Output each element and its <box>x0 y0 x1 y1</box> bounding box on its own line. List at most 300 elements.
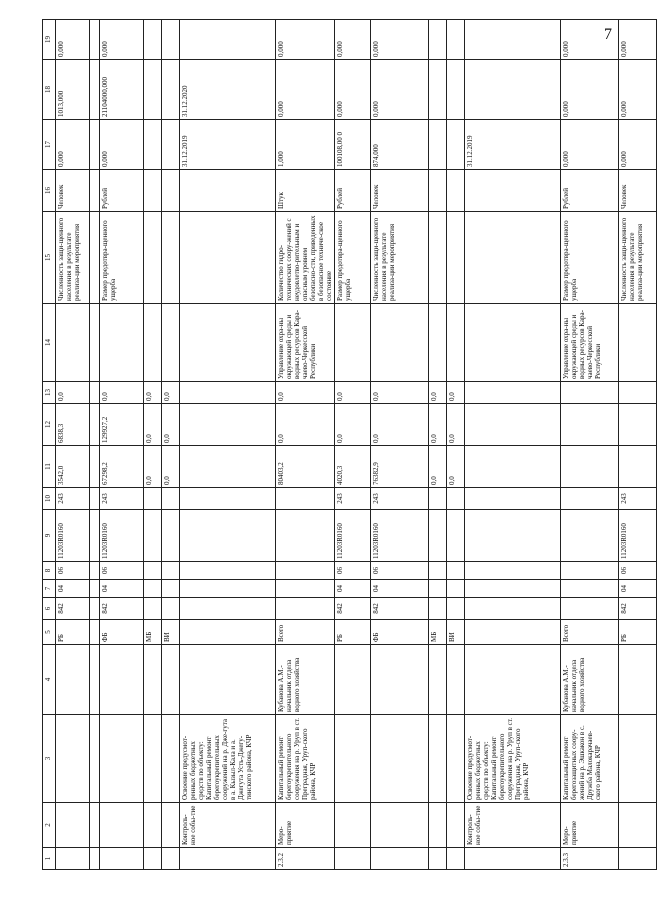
cell-col-3: Капитальный ремонт берегозащитных соору-жений на р. Эшкакон в с. Дружба Малокарачаев-ского района, КЧР <box>561 715 619 803</box>
cell-col-16: Рублей <box>335 170 371 212</box>
cell-col-15 <box>429 212 447 304</box>
cell-col-8 <box>447 562 465 580</box>
cell-col-13: 0,0 <box>447 382 465 404</box>
cell-col-17 <box>162 120 180 170</box>
cell-col-17: 0,000 <box>619 120 657 170</box>
table-row <box>561 20 619 870</box>
program-table <box>42 19 657 870</box>
cell-col-11: 0,0 <box>429 446 447 488</box>
cell-col-18 <box>144 60 162 120</box>
cell-col-18: 1013,000 <box>56 60 90 120</box>
cell-col-15 <box>90 212 100 304</box>
cell-col-1 <box>429 848 447 870</box>
cell-col-6: 842 <box>619 598 657 620</box>
cell-col-13 <box>180 382 276 404</box>
cell-col-19: 0,000 <box>56 20 90 60</box>
cell-col-11 <box>90 446 100 488</box>
cell-col-6 <box>180 598 276 620</box>
cell-col-3 <box>144 715 162 803</box>
cell-col-5 <box>90 620 100 645</box>
cell-col-4 <box>90 645 100 715</box>
cell-col-19 <box>447 20 465 60</box>
cell-col-1: 2.3.3 <box>561 848 619 870</box>
cell-col-14 <box>465 304 561 382</box>
cell-col-4 <box>371 645 429 715</box>
cell-col-6 <box>90 598 100 620</box>
cell-col-12: 0,0 <box>276 404 335 446</box>
cell-col-15: Численность защи-щенного населения в результате реализа-ции мероприятия <box>56 212 90 304</box>
cell-col-6 <box>144 598 162 620</box>
cell-col-18: 31.12.2020 <box>180 60 276 120</box>
cell-col-12: 0,0 <box>335 404 371 446</box>
cell-col-7 <box>465 580 561 598</box>
cell-col-2 <box>162 803 180 848</box>
cell-col-15 <box>144 212 162 304</box>
column-number-3: 3 <box>43 715 56 803</box>
cell-col-15 <box>180 212 276 304</box>
cell-col-4 <box>465 645 561 715</box>
cell-col-10: 243 <box>335 488 371 510</box>
cell-col-15: Размер предотвра-щенного ущерба <box>100 212 144 304</box>
cell-col-10 <box>465 488 561 510</box>
cell-col-4 <box>619 645 657 715</box>
column-number-2: 2 <box>43 803 56 848</box>
cell-col-3 <box>100 715 144 803</box>
cell-col-18: 0,000 <box>619 60 657 120</box>
cell-col-4: Кубанова А.М.-начальник отдела водного хозяйства <box>276 645 335 715</box>
cell-col-12 <box>465 404 561 446</box>
cell-col-7: 04 <box>335 580 371 598</box>
cell-col-15: Численность защи-щенного населения в результате реализа-ции мероприятия <box>371 212 429 304</box>
cell-col-10: 243 <box>56 488 90 510</box>
cell-col-16 <box>144 170 162 212</box>
cell-col-2 <box>90 803 100 848</box>
cell-col-4 <box>56 645 90 715</box>
cell-col-15: Размер предотвра-щенного ущерба <box>335 212 371 304</box>
cell-col-9: 11203R0160 <box>100 510 144 562</box>
cell-col-17: 31.12.2019 <box>465 120 561 170</box>
cell-col-16 <box>90 170 100 212</box>
cell-col-6 <box>162 598 180 620</box>
cell-col-19: 0,000 <box>276 20 335 60</box>
cell-col-16 <box>180 170 276 212</box>
cell-col-8 <box>429 562 447 580</box>
cell-col-1: 2.3.2 <box>276 848 335 870</box>
cell-col-19: 0,000 <box>561 20 619 60</box>
cell-col-14: Управление охра-ны окружающей среды и водных ресурсов Кара-чаево-Черкесской Республики <box>276 304 335 382</box>
cell-col-1 <box>335 848 371 870</box>
cell-col-19 <box>144 20 162 60</box>
cell-col-9 <box>429 510 447 562</box>
cell-col-2 <box>100 803 144 848</box>
cell-col-7 <box>429 580 447 598</box>
cell-col-14 <box>56 304 90 382</box>
cell-col-16: Человек <box>371 170 429 212</box>
cell-col-3 <box>162 715 180 803</box>
column-number-row <box>43 20 56 870</box>
cell-col-5: РБ <box>619 620 657 645</box>
cell-col-17: 874,000 <box>371 120 429 170</box>
column-number-16: 16 <box>43 170 56 212</box>
cell-col-5: ФБ <box>371 620 429 645</box>
column-number-4: 4 <box>43 645 56 715</box>
cell-col-15: Количество гидро-технических соору-жений с неудовлетво-рительным и опасным уровнем безопасно-сти, приведенных в безопасное техниче-ское состояние <box>276 212 335 304</box>
cell-col-5: ФБ <box>100 620 144 645</box>
cell-col-11 <box>465 446 561 488</box>
cell-col-8: 06 <box>335 562 371 580</box>
cell-col-14 <box>90 304 100 382</box>
cell-col-15: Численность защи-щенного населения в результате реализа-ции мероприятия <box>619 212 657 304</box>
cell-col-1 <box>180 848 276 870</box>
table-row <box>90 20 100 870</box>
cell-col-5: МБ <box>144 620 162 645</box>
cell-col-16 <box>447 170 465 212</box>
cell-col-11: 80403,2 <box>276 446 335 488</box>
cell-col-19 <box>180 20 276 60</box>
cell-col-9: 11203R0160 <box>619 510 657 562</box>
cell-col-6 <box>447 598 465 620</box>
cell-col-14: Управление охра-ны окружающей среды и водных ресурсов Кара-чаево-Черкесской Республики <box>561 304 619 382</box>
cell-col-14 <box>335 304 371 382</box>
cell-col-6: 842 <box>335 598 371 620</box>
cell-col-5: ВИ <box>447 620 465 645</box>
cell-col-4 <box>429 645 447 715</box>
cell-col-6: 842 <box>56 598 90 620</box>
column-number-7: 7 <box>43 580 56 598</box>
cell-col-14 <box>447 304 465 382</box>
cell-col-7: 04 <box>56 580 90 598</box>
column-number-19: 19 <box>43 20 56 60</box>
cell-col-16 <box>465 170 561 212</box>
cell-col-13: 0,0 <box>56 382 90 404</box>
table-row <box>162 20 180 870</box>
cell-col-3: Освоение предусмот-ренных бюджетных средств по объекту: Капитальный ремонт берегоукрепительных сооружений на р. Дже-гута в а. Кызыл-Кала и а. Джегута Усть-Джегу-тинского района, КЧР <box>180 715 276 803</box>
cell-col-18: 21104000,000 <box>100 60 144 120</box>
cell-col-5 <box>465 620 561 645</box>
column-number-1: 1 <box>43 848 56 870</box>
cell-col-2: Меро-приятие <box>561 803 619 848</box>
cell-col-1 <box>56 848 90 870</box>
cell-col-10 <box>180 488 276 510</box>
cell-col-7 <box>561 580 619 598</box>
cell-col-12: 0,0 <box>162 404 180 446</box>
cell-col-6: 842 <box>100 598 144 620</box>
cell-col-19: 0,000 <box>335 20 371 60</box>
cell-col-10 <box>90 488 100 510</box>
cell-col-10 <box>447 488 465 510</box>
cell-col-9 <box>561 510 619 562</box>
cell-col-6 <box>429 598 447 620</box>
cell-col-2 <box>619 803 657 848</box>
cell-col-13: 0,0 <box>371 382 429 404</box>
cell-col-2 <box>56 803 90 848</box>
cell-col-5: МБ <box>429 620 447 645</box>
cell-col-17: 0,000 <box>56 120 90 170</box>
cell-col-10 <box>429 488 447 510</box>
cell-col-14 <box>619 304 657 382</box>
cell-col-14 <box>180 304 276 382</box>
cell-col-11: 0,0 <box>162 446 180 488</box>
cell-col-3 <box>90 715 100 803</box>
cell-col-8 <box>561 562 619 580</box>
cell-col-6 <box>276 598 335 620</box>
cell-col-2: Контроль-ное собы-тие <box>180 803 276 848</box>
cell-col-1 <box>144 848 162 870</box>
column-number-17: 17 <box>43 120 56 170</box>
cell-col-18 <box>162 60 180 120</box>
cell-col-15 <box>465 212 561 304</box>
cell-col-3 <box>371 715 429 803</box>
cell-col-6 <box>561 598 619 620</box>
cell-col-11: 3542,0 <box>56 446 90 488</box>
column-number-12: 12 <box>43 404 56 446</box>
column-number-11: 11 <box>43 446 56 488</box>
cell-col-10: 243 <box>100 488 144 510</box>
table-row <box>144 20 162 870</box>
cell-col-18 <box>447 60 465 120</box>
table-row <box>465 20 561 870</box>
cell-col-7: 04 <box>371 580 429 598</box>
cell-col-8 <box>162 562 180 580</box>
cell-col-18: 0,000 <box>561 60 619 120</box>
cell-col-7: 04 <box>619 580 657 598</box>
cell-col-12 <box>90 404 100 446</box>
cell-col-16: Человек <box>56 170 90 212</box>
cell-col-3 <box>429 715 447 803</box>
cell-col-4 <box>180 645 276 715</box>
cell-col-12 <box>561 404 619 446</box>
column-number-6: 6 <box>43 598 56 620</box>
cell-col-9: 11203R0160 <box>371 510 429 562</box>
column-number-14: 14 <box>43 304 56 382</box>
cell-col-2 <box>429 803 447 848</box>
cell-col-1 <box>162 848 180 870</box>
cell-col-2: Меро-приятие <box>276 803 335 848</box>
cell-col-14 <box>144 304 162 382</box>
cell-col-7 <box>276 580 335 598</box>
cell-col-2 <box>144 803 162 848</box>
cell-col-3 <box>335 715 371 803</box>
cell-col-8: 06 <box>371 562 429 580</box>
cell-col-16: Человек <box>619 170 657 212</box>
cell-col-15 <box>162 212 180 304</box>
cell-col-8: 06 <box>100 562 144 580</box>
cell-col-13 <box>619 382 657 404</box>
cell-col-10 <box>162 488 180 510</box>
column-number-9: 9 <box>43 510 56 562</box>
table-row <box>180 20 276 870</box>
cell-col-10 <box>276 488 335 510</box>
cell-col-11 <box>561 446 619 488</box>
cell-col-8 <box>144 562 162 580</box>
table-row <box>447 20 465 870</box>
cell-col-12: 6838,3 <box>56 404 90 446</box>
cell-col-1 <box>619 848 657 870</box>
cell-col-19 <box>90 20 100 60</box>
table-row <box>276 20 335 870</box>
cell-col-2 <box>371 803 429 848</box>
table-row <box>100 20 144 870</box>
column-number-10: 10 <box>43 488 56 510</box>
cell-col-1 <box>465 848 561 870</box>
cell-col-16: Рублей <box>100 170 144 212</box>
cell-col-19: 0,000 <box>371 20 429 60</box>
cell-col-9 <box>180 510 276 562</box>
cell-col-15 <box>447 212 465 304</box>
cell-col-4 <box>144 645 162 715</box>
cell-col-10: 243 <box>619 488 657 510</box>
cell-col-14 <box>162 304 180 382</box>
cell-col-9 <box>276 510 335 562</box>
cell-col-7 <box>162 580 180 598</box>
cell-col-2 <box>447 803 465 848</box>
cell-col-4 <box>162 645 180 715</box>
cell-col-5: ВИ <box>162 620 180 645</box>
cell-col-8 <box>90 562 100 580</box>
cell-col-18: 0,000 <box>335 60 371 120</box>
cell-col-14 <box>100 304 144 382</box>
cell-col-13 <box>465 382 561 404</box>
cell-col-15: Размер предотвра-щенного ущерба <box>561 212 619 304</box>
cell-col-12: 0,0 <box>429 404 447 446</box>
cell-col-6: 842 <box>371 598 429 620</box>
cell-col-5: Всего <box>561 620 619 645</box>
cell-col-12: 0,0 <box>144 404 162 446</box>
cell-col-4 <box>447 645 465 715</box>
cell-col-17 <box>429 120 447 170</box>
cell-col-13 <box>90 382 100 404</box>
cell-col-3 <box>447 715 465 803</box>
column-number-13: 13 <box>43 382 56 404</box>
cell-col-14 <box>371 304 429 382</box>
cell-col-17 <box>144 120 162 170</box>
cell-col-1 <box>371 848 429 870</box>
cell-col-12 <box>180 404 276 446</box>
cell-col-19 <box>162 20 180 60</box>
cell-col-13: 0,0 <box>335 382 371 404</box>
cell-col-7 <box>447 580 465 598</box>
cell-col-7 <box>90 580 100 598</box>
cell-col-19 <box>465 20 561 60</box>
table-row <box>619 20 657 870</box>
cell-col-3: Освоение предусмот-ренных бюджетных средств по объекту: Капитальный ремонт берегоукрепительного сооружения на р. Уруп в ст. Преградная, Уруп-ского района, КЧР <box>465 715 561 803</box>
cell-col-3 <box>56 715 90 803</box>
cell-col-19: 0,000 <box>100 20 144 60</box>
cell-col-9 <box>447 510 465 562</box>
cell-col-13: 0,0 <box>429 382 447 404</box>
cell-col-17: 100108,00 0 <box>335 120 371 170</box>
column-number-15: 15 <box>43 212 56 304</box>
cell-col-4 <box>335 645 371 715</box>
cell-col-8 <box>276 562 335 580</box>
cell-col-17: 0,000 <box>100 120 144 170</box>
table-row <box>56 20 90 870</box>
cell-col-2 <box>335 803 371 848</box>
cell-col-17 <box>447 120 465 170</box>
cell-col-13: 0,0 <box>144 382 162 404</box>
cell-col-5: РБ <box>335 620 371 645</box>
cell-col-11: 4020,3 <box>335 446 371 488</box>
cell-col-9 <box>90 510 100 562</box>
page-number: 7 <box>604 26 612 43</box>
cell-col-4: Кубанова А.М.-начальник отдела водного хозяйства <box>561 645 619 715</box>
cell-col-5 <box>180 620 276 645</box>
cell-col-17: 0,000 <box>561 120 619 170</box>
column-number-5: 5 <box>43 620 56 645</box>
cell-col-19 <box>429 20 447 60</box>
cell-col-9 <box>465 510 561 562</box>
cell-col-5: Всего <box>276 620 335 645</box>
cell-col-9 <box>144 510 162 562</box>
cell-col-16: Рублей <box>561 170 619 212</box>
cell-col-17: 1,000 <box>276 120 335 170</box>
cell-col-13: 0,0 <box>162 382 180 404</box>
cell-col-8 <box>180 562 276 580</box>
cell-col-16 <box>429 170 447 212</box>
cell-col-3 <box>619 715 657 803</box>
cell-col-3: Капитальный ремонт берегоукрепительного сооружения на р. Уруп в ст. Преградная, Уруп-ского района, КЧР <box>276 715 335 803</box>
cell-col-18 <box>429 60 447 120</box>
cell-col-11: 0,0 <box>144 446 162 488</box>
cell-col-9: 11203R0160 <box>335 510 371 562</box>
cell-col-18 <box>465 60 561 120</box>
cell-col-19: 0,000 <box>619 20 657 60</box>
cell-col-9 <box>162 510 180 562</box>
cell-col-11 <box>619 446 657 488</box>
cell-col-1 <box>90 848 100 870</box>
cell-col-8: 06 <box>56 562 90 580</box>
table-body <box>43 20 657 870</box>
cell-col-11: 0,0 <box>447 446 465 488</box>
cell-col-12: 0,0 <box>371 404 429 446</box>
cell-col-1 <box>447 848 465 870</box>
cell-col-13 <box>561 382 619 404</box>
cell-col-11 <box>180 446 276 488</box>
column-number-18: 18 <box>43 60 56 120</box>
cell-col-12 <box>619 404 657 446</box>
cell-col-12: 129927,2 <box>100 404 144 446</box>
cell-col-6 <box>465 598 561 620</box>
cell-col-10 <box>561 488 619 510</box>
cell-col-11: 67298,2 <box>100 446 144 488</box>
table-row <box>429 20 447 870</box>
cell-col-16: Штук <box>276 170 335 212</box>
cell-col-11: 76382,9 <box>371 446 429 488</box>
cell-col-5: РБ <box>56 620 90 645</box>
cell-col-10: 243 <box>371 488 429 510</box>
table-row <box>371 20 429 870</box>
cell-col-8: 06 <box>619 562 657 580</box>
cell-col-7: 04 <box>100 580 144 598</box>
table-row <box>335 20 371 870</box>
cell-col-17 <box>90 120 100 170</box>
rotated-table-wrapper <box>42 20 644 870</box>
cell-col-2: Контроль-ное собы-тие <box>465 803 561 848</box>
cell-col-7 <box>180 580 276 598</box>
cell-col-9: 11203R0160 <box>56 510 90 562</box>
cell-col-8 <box>465 562 561 580</box>
cell-col-17: 31.12.2019 <box>180 120 276 170</box>
cell-col-13: 0,0 <box>100 382 144 404</box>
cell-col-18: 0,000 <box>371 60 429 120</box>
cell-col-16 <box>162 170 180 212</box>
cell-col-12: 0,0 <box>447 404 465 446</box>
cell-col-14 <box>429 304 447 382</box>
cell-col-4 <box>100 645 144 715</box>
cell-col-13: 0,0 <box>276 382 335 404</box>
cell-col-18 <box>90 60 100 120</box>
cell-col-18: 0,000 <box>276 60 335 120</box>
